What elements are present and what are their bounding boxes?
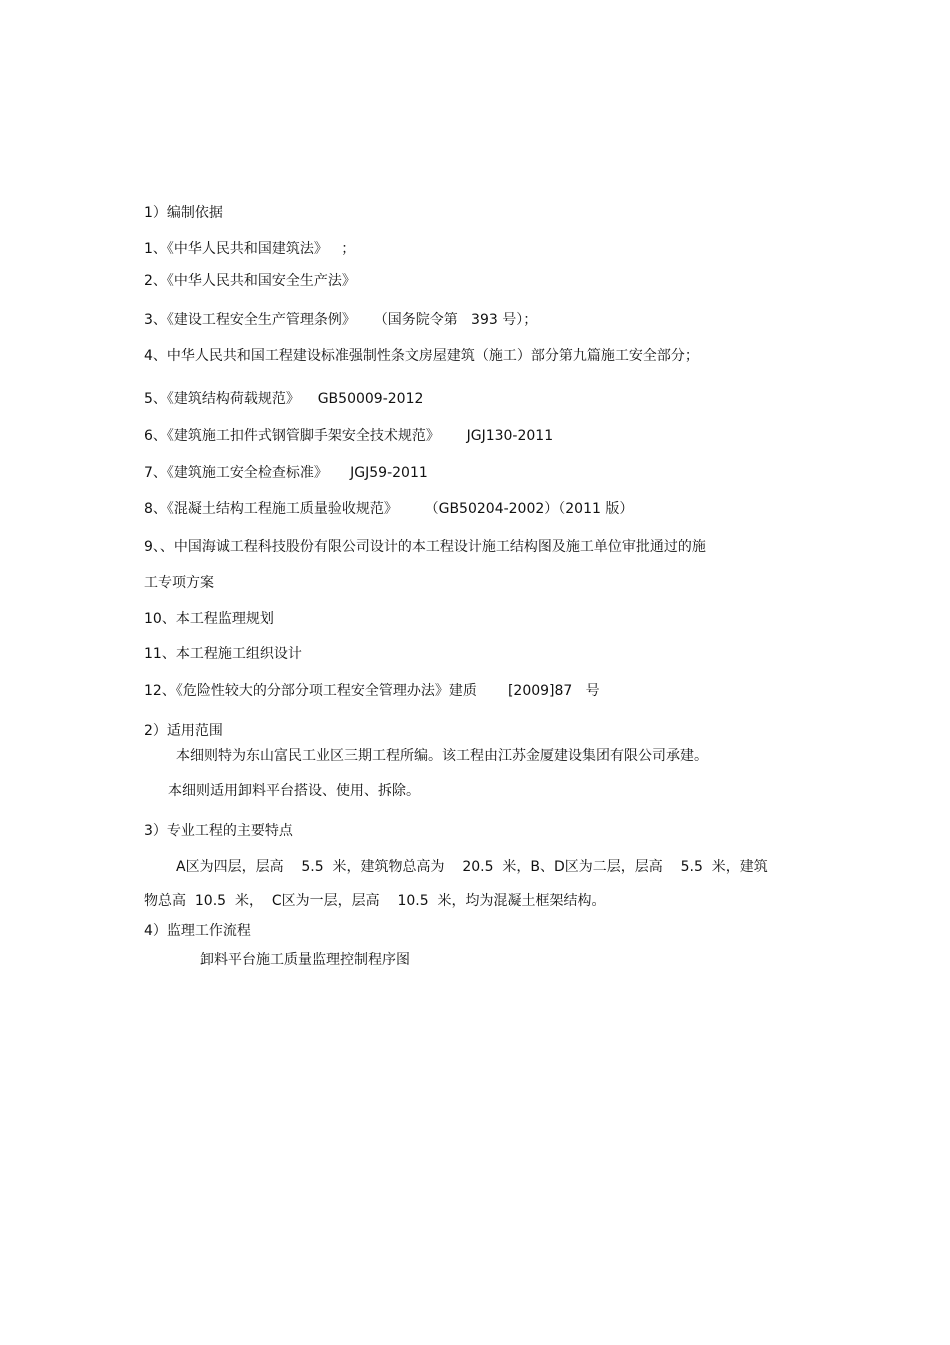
basis-item: 9、、中国海诚工程科技股份有限公司设计的本工程设计施工结构图及施工单位审批通过的施: [144, 539, 706, 555]
basis-item: 12、《危险性较大的分部分项工程安全管理办法》建质 [2009]87 号: [144, 683, 600, 699]
workflow-caption: 卸料平台施工质量监理控制程序图: [200, 952, 410, 968]
section-heading-basis: 1）编制依据: [144, 205, 223, 221]
section-heading-features: 3）专业工程的主要特点: [144, 823, 293, 839]
basis-item-continuation: 工专项方案: [144, 575, 214, 591]
scope-paragraph: 本细则特为东山富民工业区三期工程所编。该工程由江苏金厦建设集团有限公司承建。: [176, 748, 708, 764]
basis-item: 8、《混凝土结构工程施工质量验收规范》 （GB50204-2002）（2011 版）: [144, 501, 634, 517]
basis-item: 10、本工程监理规划: [144, 611, 274, 627]
basis-item: 3、《建设工程安全生产管理条例》 （国务院令第 393 号）；: [144, 312, 538, 328]
basis-item: 7、《建筑施工安全检查标准》 JGJ59-2011: [144, 465, 428, 481]
basis-item: 6、《建筑施工扣件式钢管脚手架安全技术规范》 JGJ130-2011: [144, 428, 554, 444]
basis-item: 5、《建筑结构荷载规范》 GB50009-2012: [144, 391, 424, 407]
basis-item: 1、《中华人民共和国建筑法》 ；: [144, 241, 356, 257]
basis-item: 11、本工程施工组织设计: [144, 646, 302, 662]
basis-item: 2、《中华人民共和国安全生产法》: [144, 273, 356, 289]
scope-paragraph: 本细则适用卸料平台搭设、使用、拆除。: [168, 783, 420, 799]
basis-item: 4、中华人民共和国工程建设标准强制性条文房屋建筑（施工）部分第九篇施工安全部分；: [144, 348, 699, 364]
section-heading-scope: 2）适用范围: [144, 723, 223, 739]
features-paragraph: A区为四层，层高 5.5 米，建筑物总高为 20.5 米，B、D区为二层，层高 5.5 米，建筑: [176, 859, 768, 875]
features-paragraph-continuation: 物总高 10.5 米， C区为一层，层高 10.5 米，均为混凝土框架结构。: [144, 893, 606, 909]
section-heading-workflow: 4）监理工作流程: [144, 923, 251, 939]
